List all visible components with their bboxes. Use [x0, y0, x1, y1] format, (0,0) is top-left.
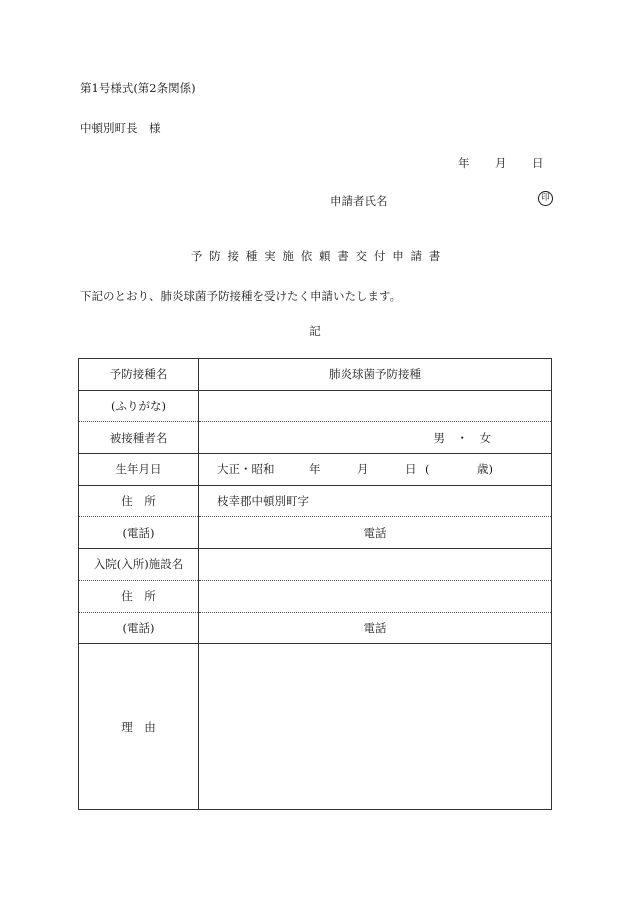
application-table: [78, 358, 552, 810]
date-month-label: 月: [495, 156, 507, 170]
form-number: 第1号様式(第2条関係): [80, 81, 196, 95]
facility-phone-field[interactable]: 電話: [199, 612, 552, 644]
row-facility: [79, 549, 552, 581]
document-title: 予防接種実施依頼書交付申請書: [190, 249, 448, 263]
seal-mark: 印: [538, 191, 553, 206]
date-line: [458, 155, 544, 171]
row-furigana: [79, 390, 552, 422]
ki-heading: 記: [309, 324, 321, 338]
date-day-label: 日: [532, 156, 544, 170]
reason-field[interactable]: [199, 644, 552, 810]
intro-text: 下記のとおり、肺炎球菌予防接種を受けたく申請いたします。: [80, 289, 402, 303]
facility-label: 入院(入所)施設名: [79, 549, 199, 581]
vaccine-label: 予防接種名: [79, 359, 199, 391]
vaccine-value: 肺炎球菌予防接種: [329, 367, 421, 382]
birth-year-label: 年: [309, 462, 321, 477]
row-facility-address: [79, 580, 552, 612]
phone-label: (電話): [79, 517, 199, 549]
furigana-field[interactable]: [199, 390, 552, 422]
birth-era: 大正・昭和: [217, 462, 275, 477]
person-name-field[interactable]: [199, 422, 552, 454]
birth-age-open: (: [425, 462, 430, 477]
furigana-label: (ふりがな): [79, 390, 199, 422]
applicant-name-label: 申請者氏名: [330, 194, 388, 208]
address-label: 住 所: [79, 485, 199, 517]
birth-day-label: 日: [405, 462, 417, 477]
address-field[interactable]: 枝幸郡中頓別町字: [199, 485, 552, 517]
row-facility-phone: [79, 612, 552, 644]
row-person-name: [79, 422, 552, 454]
row-phone: [79, 517, 552, 549]
addressee: 中頓別町長 様: [80, 121, 161, 135]
facility-phone-label: (電話): [79, 612, 199, 644]
row-address: [79, 485, 552, 517]
sex-options[interactable]: 男 ・ 女: [433, 431, 491, 446]
facility-field[interactable]: [199, 549, 552, 581]
date-year-label: 年: [458, 156, 470, 170]
birth-month-label: 月: [357, 462, 369, 477]
row-vaccine: [79, 359, 552, 391]
person-name-label: 被接種者名: [79, 422, 199, 454]
birth-age-label: 歳): [477, 462, 493, 477]
birthdate-field[interactable]: [199, 454, 552, 486]
row-reason: [79, 644, 552, 810]
row-birthdate: [79, 454, 552, 486]
reason-label: 理 由: [79, 644, 199, 810]
birthdate-label: 生年月日: [79, 454, 199, 486]
facility-address-label: 住 所: [79, 580, 199, 612]
facility-address-field[interactable]: [199, 580, 552, 612]
phone-field[interactable]: 電話: [199, 517, 552, 549]
